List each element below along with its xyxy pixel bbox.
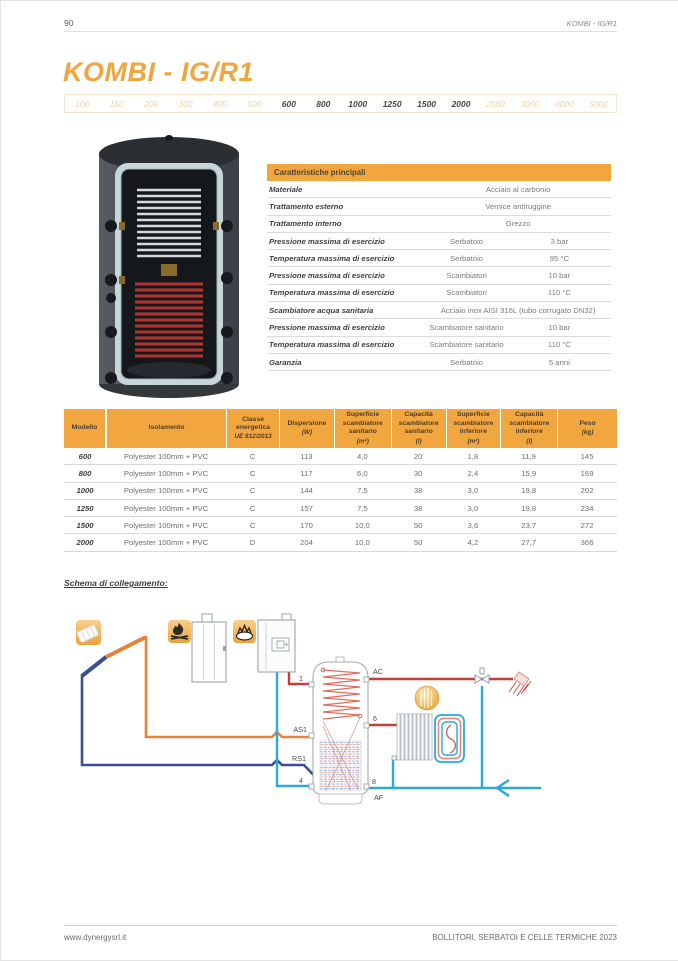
spec-table-row [64,517,617,534]
capacity-item-4000: 4000 [554,98,574,109]
capacity-item-300: 300 [178,98,193,109]
spec-cell: Polyester 100mm + PVC [123,486,209,496]
characteristic-value: 110 °C [547,288,571,298]
spec-cell: 15,9 [521,468,537,478]
capacity-item-1500: 1500 [417,98,437,109]
capacity-item-3000: 3000 [520,98,540,109]
spec-table-row [64,465,617,482]
characteristic-label: Temperatura massima di esercizio [269,340,395,350]
spec-cell: 170 [300,520,313,530]
capacity-item-1250: 1250 [382,98,402,109]
spec-cell-model: 1250 [76,503,94,513]
capacity-item-400: 400 [212,98,228,109]
characteristic-value: 3 bar [550,236,569,246]
characteristic-scope: Scambiatori [446,288,487,298]
spec-column-header: Classe energetica UE 812/2013 [226,409,279,448]
tank-lower-coil-upper [320,741,361,765]
capacity-item-150: 150 [109,98,124,109]
spec-cell: 7,5 [356,503,368,513]
solar-collector-hot-side [106,637,146,657]
characteristic-label: Garanzia [269,357,302,367]
characteristic-value: Acciaio inox AISI 316L (tubo corrugato DN32) [440,305,596,315]
solar-panel-icon [76,620,101,645]
characteristic-label: Scambiatore acqua sanitaria [269,305,374,315]
spec-cell: C [249,451,256,461]
page-title: KOMBI - IG/R1 [63,57,255,87]
spec-cell: 234 [580,503,594,513]
label-as1: AS1 [293,725,307,734]
spec-cell: Polyester 100mm + PVC [123,468,209,478]
floor-heating-icon [435,715,464,762]
spec-cell: 3,0 [467,503,479,513]
characteristic-scope: Scambiatore sanitario [429,340,504,350]
characteristic-label: Trattamento interno [269,219,342,229]
header-product-name: KOMBI - IG/R1 [566,19,617,28]
spec-cell-model: 600 [78,451,92,461]
wood-flame-icon [168,620,191,643]
spec-column-header: Superficie scambiatore sanitario (m²) [334,409,391,448]
spec-column-header: Peso (kg) [557,409,617,448]
schema-diagram [61,608,551,844]
spec-cell-model: 1000 [76,486,94,496]
spec-column-header: Superficie scambiatore inferiore (m²) [446,409,501,448]
spec-cell: 11,9 [521,451,536,461]
characteristic-scope: Scambiatori [446,271,487,281]
spec-cell: 157 [300,503,313,513]
buffer-tank [309,657,369,804]
schema-title: Schema di collegamento: [64,578,168,588]
capacity-item-2000: 2000 [451,98,471,109]
characteristics-row [267,233,611,250]
spec-cell: 10,0 [354,520,370,530]
spec-cell: 117 [300,468,313,478]
label-ac: AC [373,667,383,676]
spec-column-header: Isolamento [106,409,226,448]
tank-lower-coil-lower [320,767,361,790]
label-port-4: 4 [299,776,303,785]
spec-column-header: Capacità scambiatore inferiore (l) [500,409,557,448]
spec-table [64,409,617,552]
spec-column-header: Capacità scambiatore sanitario (l) [391,409,446,448]
characteristics-table [267,164,611,371]
spec-table-header [64,409,617,448]
electric-heater-icon [415,686,439,710]
characteristic-label: Materiale [269,184,303,194]
spec-cell: C [249,486,256,496]
spec-table-row [64,534,617,551]
spec-cell: Polyester 100mm + PVC [123,520,209,530]
characteristic-scope: Serbatoio [450,357,483,367]
characteristic-label: Temperatura massima di esercizio [269,253,395,263]
spec-cell: 202 [580,486,594,496]
characteristics-row [267,198,611,215]
spec-cell: 3,6 [467,520,479,530]
capacity-item-800: 800 [316,98,331,109]
characteristic-value: 110 °C [547,340,571,350]
spec-cell: 272 [580,520,594,530]
spec-column-header: Modello [64,409,106,448]
spec-cell: 38 [413,486,423,496]
spec-cell: 27,7 [521,538,537,548]
radiator [392,714,432,760]
characteristic-value: 10 bar [548,323,571,333]
label-port-8: 8 [372,777,376,786]
spec-cell: 30 [413,468,423,478]
characteristic-label: Pressione massima di esercizio [269,271,385,281]
spec-cell: 7,5 [356,486,368,496]
spec-cell: Polyester 100mm + PVC [123,503,209,513]
characteristic-scope: Serbatoio [450,236,483,246]
spec-cell: Polyester 100mm + PVC [123,451,209,461]
spec-cell: C [249,520,256,530]
characteristic-value: 10 bar [548,271,571,281]
spec-cell: Polyester 100mm + PVC [123,538,209,548]
spec-cell: 4,2 [467,538,479,548]
characteristic-label: Trattamento esterno [269,201,344,211]
capacity-item-200: 200 [144,98,159,109]
spec-table-row [64,483,617,500]
capacity-item-2500: 2500 [486,98,505,109]
label-port-6: 6 [373,714,377,723]
spec-cell: 4,0 [356,451,368,461]
spec-cell: 204 [300,538,313,548]
pipe-solar-return-rs1 [82,674,324,786]
characteristic-label: Pressione massima di esercizio [269,323,385,333]
footer-catalog-name: BOLLITORI, SERBATOI E CELLE TERMICHE 2023 [432,933,617,942]
spec-cell: 50 [413,538,423,548]
characteristics-row [267,319,611,336]
characteristic-value: Grezzo [505,219,531,229]
capacity-item-100: 100 [75,98,90,109]
characteristic-value: 5 anni [548,357,570,367]
characteristics-row [267,250,611,267]
capacity-item-1000: 1000 [348,98,368,109]
spec-cell: 1,8 [467,451,479,461]
spec-cell: 6,0 [356,468,368,478]
shower-icon [509,672,531,696]
characteristic-label: Temperatura massima di esercizio [269,288,395,298]
label-rs1: RS1 [292,754,306,763]
product-image [93,128,245,406]
spec-cell-model: 2000 [76,538,94,548]
gas-boiler [258,614,295,672]
characteristics-row [267,181,611,198]
characteristics-row [267,354,611,371]
characteristics-row [267,302,611,319]
characteristics-row [267,285,611,302]
page-header [64,15,617,32]
spec-cell: C [249,468,256,478]
spec-cell: 23,7 [521,520,537,530]
characteristics-row [267,216,611,233]
characteristic-label: Pressione massima di esercizio [269,236,385,246]
spec-cell-model: 1500 [76,520,94,530]
spec-cell: 169 [580,468,594,478]
characteristics-row [267,267,611,284]
capacity-item-500: 500 [247,98,262,109]
spec-cell-model: 800 [78,468,92,478]
spec-cell: 10,0 [354,538,370,548]
brass-fitting [161,264,177,276]
spec-cell: 3,0 [467,486,479,496]
page-number: 90 [64,18,74,28]
spec-table-row [64,448,617,465]
spec-cell: D [249,538,256,548]
spec-cell: 366 [580,538,594,548]
solar-collector-cold-side [82,657,106,676]
spec-cell: 19,8 [521,503,537,513]
gas-burner-icon [233,620,256,643]
wood-boiler [192,614,226,682]
characteristic-value: Acciaio al carbonio [485,184,551,194]
spec-cell: 113 [300,451,313,461]
capacity-strip [64,94,617,113]
characteristic-value: Vernice antiruggine [485,201,552,211]
capacity-item-600: 600 [281,98,296,109]
lower-coil-red [135,284,203,356]
spec-cell: 20 [413,451,423,461]
spec-cell: 50 [413,520,423,530]
spec-cell: 38 [413,503,423,513]
characteristic-scope: Scambiatore sanitario [429,323,504,333]
spec-table-row [64,500,617,517]
label-af: AF [374,793,384,802]
capacity-item-5000: 5000 [589,98,609,109]
spec-cell: 144 [300,486,313,496]
mixing-valve-icon [475,668,489,683]
spec-cell: 145 [580,451,594,461]
spec-cell: C [249,503,256,513]
footer-url[interactable]: www.dynergysrl.it [64,933,127,942]
spec-cell: 19,8 [521,486,537,496]
characteristics-header: Caratteristiche principali [267,164,611,181]
characteristic-scope: Serbatoio [450,253,483,263]
spec-cell: 2,4 [467,468,479,478]
characteristic-value: 95 °C [549,253,570,263]
label-port-1: 1 [299,674,303,683]
page-footer [64,925,617,942]
characteristics-row [267,337,611,354]
spec-column-header: Dispersione (W) [279,409,334,448]
